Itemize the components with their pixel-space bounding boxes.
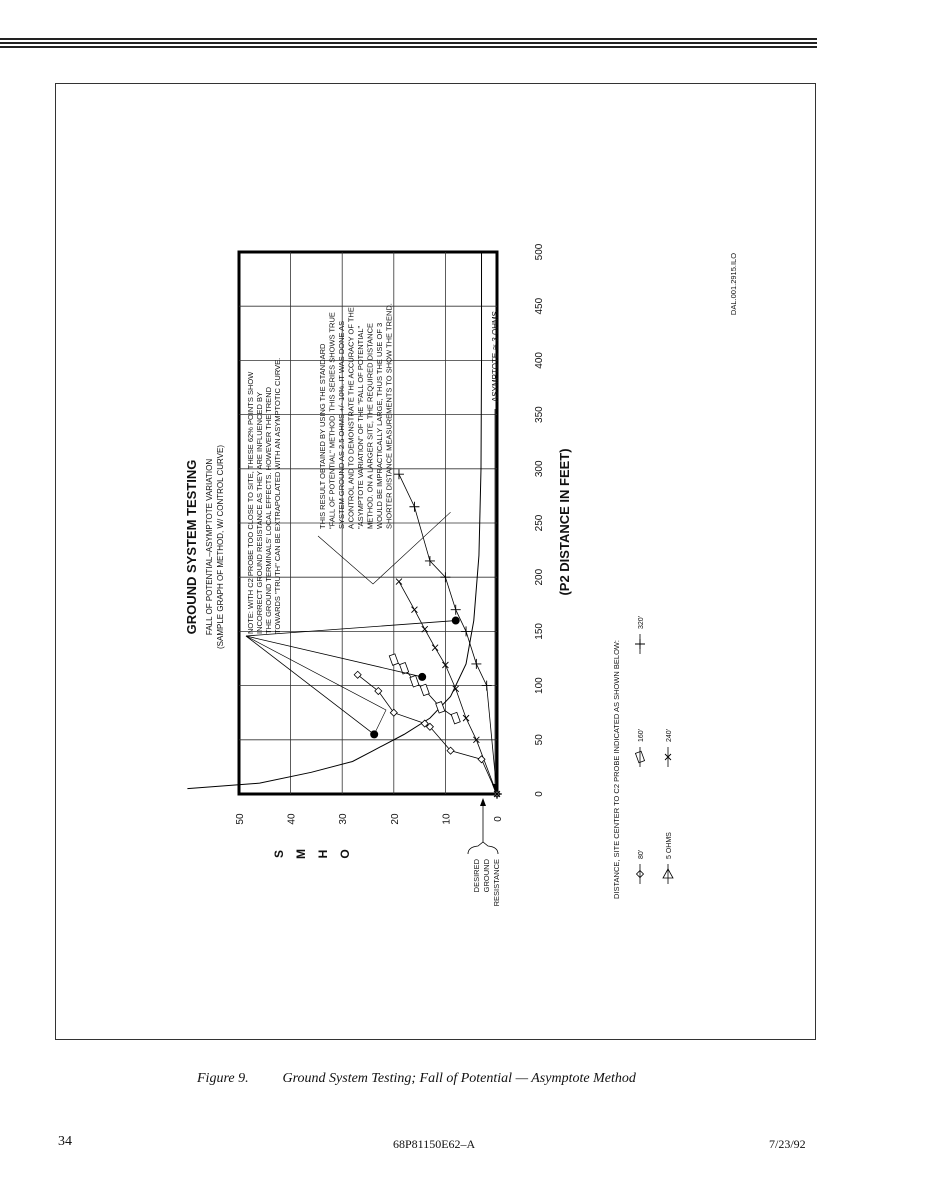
y-tick-label: 0 [493, 816, 504, 822]
y-tick-label: 50 [235, 813, 246, 825]
asymptote-label: ASYMPTOTE ≅ 3 OHMS [491, 310, 500, 402]
note-1-line: THE GROUND TERMINALS' LOCAL EFFECTS. HOWEVER THE TREND [264, 386, 273, 634]
legend-label: 80' [638, 849, 645, 859]
desired-label-line: RESISTANCE [492, 859, 501, 907]
data-point [396, 579, 402, 585]
y-axis-label-letter: S [272, 849, 286, 859]
chart-subtitle-1: FALL OF POTENTIAL–ASYMPTOTE VARIATION [205, 458, 214, 636]
note-1-line: TOWARDS "TRUTH" CAN BE EXTRAPOLATED WITH AN ASYMPTOTIC CURVE. [273, 357, 282, 634]
y-axis-label-letter: O [338, 849, 352, 859]
data-point [390, 709, 397, 716]
data-point [461, 626, 471, 636]
data-point [411, 607, 417, 613]
legend-label: 160' [638, 728, 645, 742]
x-tick-label: 450 [534, 297, 545, 315]
x-tick-label: 300 [534, 460, 545, 478]
x-tick-label: 400 [534, 352, 545, 369]
caption-number: Figure 9. [197, 1071, 249, 1086]
note-2-line: A CONTROL AND TO DEMONSTRATE THE ACCURACY OF THE [346, 307, 356, 529]
header-rule-3 [0, 46, 817, 48]
data-point [451, 712, 460, 723]
x-axis-label: (P2 DISTANCE IN FEET) [557, 448, 572, 596]
legend-label: 320' [638, 615, 645, 629]
desired-arrowhead [480, 798, 486, 806]
x-tick-label: 500 [534, 243, 545, 261]
y-tick-label: 30 [338, 813, 350, 825]
chart-svg [56, 84, 817, 1041]
x-tick-label: 250 [534, 514, 545, 532]
y-axis-label-letter: M [294, 849, 308, 859]
data-point [375, 688, 382, 695]
note-2-line: SHORTER DISTANCE MEASUREMENTS TO SHOW THE TREND. [384, 303, 394, 529]
footer-document-number: 68P81150E62–A [393, 1137, 476, 1151]
note-2-line: THIS RESULT OBTAINED BY USING THE STANDARD [318, 343, 327, 529]
y-axis-label-letter: H [316, 849, 330, 859]
desired-label-line: GROUND [482, 859, 491, 893]
note-2-line: "ASYMPTOTE VARIATION" OF THE "FALL OF POTENTIAL" [356, 325, 365, 529]
x-tick-label: 0 [534, 791, 545, 797]
x-tick-label: 350 [534, 406, 545, 423]
drawing-id: DAL.001.2915.ILO [729, 252, 738, 316]
note-1-leader [246, 636, 386, 734]
y-tick-label: 40 [286, 813, 298, 825]
legend-title: DISTANCE, SITE CENTER TO C2 PROBE INDICATED AS SHOWN BELOW: [612, 640, 621, 899]
desired-label-line: DESIRED [472, 859, 481, 893]
legend-label: 240' [666, 728, 673, 742]
figure-caption [197, 1071, 636, 1087]
footer-date: 7/23/92 [769, 1137, 806, 1151]
header-rule-2 [0, 42, 817, 44]
data-point [492, 789, 502, 799]
note-2-line: METHOD. ON A LARGER SITE, THE REQUIRED DISTANCE [365, 322, 375, 529]
chart-subtitle-2: (SAMPLE GRAPH OF METHOD, W/ CONTROL CURVE) [216, 444, 225, 650]
note-2-line: "FALL OF POTENTIAL" METHOD. THIS SERIES SHOWS TRUE [327, 312, 337, 529]
desired-bracket [468, 842, 498, 854]
header-rule-1 [0, 38, 817, 40]
caption-text: Ground System Testing; Fall of Potential — Asymptote Method [282, 1071, 636, 1086]
data-point [478, 756, 485, 763]
x-tick-label: 200 [534, 568, 545, 586]
series-line [399, 474, 497, 794]
data-point [354, 671, 361, 678]
legend-label: 5 OHMS [666, 832, 673, 859]
note-1-line: NOTE: WITH C2 PROBE TOO CLOSE TO SITE, THESE 62% POINTS SHOW [246, 371, 255, 634]
footer-page-number: 34 [58, 1134, 72, 1149]
figure-frame [55, 83, 816, 1040]
data-point [432, 645, 438, 651]
data-point [389, 654, 398, 665]
chart-title: GROUND SYSTEM TESTING [184, 459, 199, 635]
data-point [409, 502, 419, 512]
x-tick-label: 50 [534, 734, 545, 746]
y-tick-label: 10 [441, 813, 453, 825]
data-point [463, 715, 469, 721]
data-point [471, 659, 481, 669]
x-tick-label: 100 [534, 677, 545, 694]
note-2-line: WOULD BE IMPRACTICALLY LARGE, THUS THE USE OF 3 [375, 322, 384, 529]
note-1-line: INCORRECT GROUND RESISTANCE AS THEY ARE INFLUENCED BY [255, 392, 264, 634]
data-point [451, 605, 461, 615]
x-tick-label: 150 [534, 623, 545, 640]
note-2-line: SYSTEM GROUND AS 2.5 OHMS +/- 10%. IT WAS DONE AS [337, 320, 346, 529]
data-point [482, 681, 492, 691]
y-tick-label: 20 [389, 813, 401, 825]
data-point [394, 469, 404, 479]
